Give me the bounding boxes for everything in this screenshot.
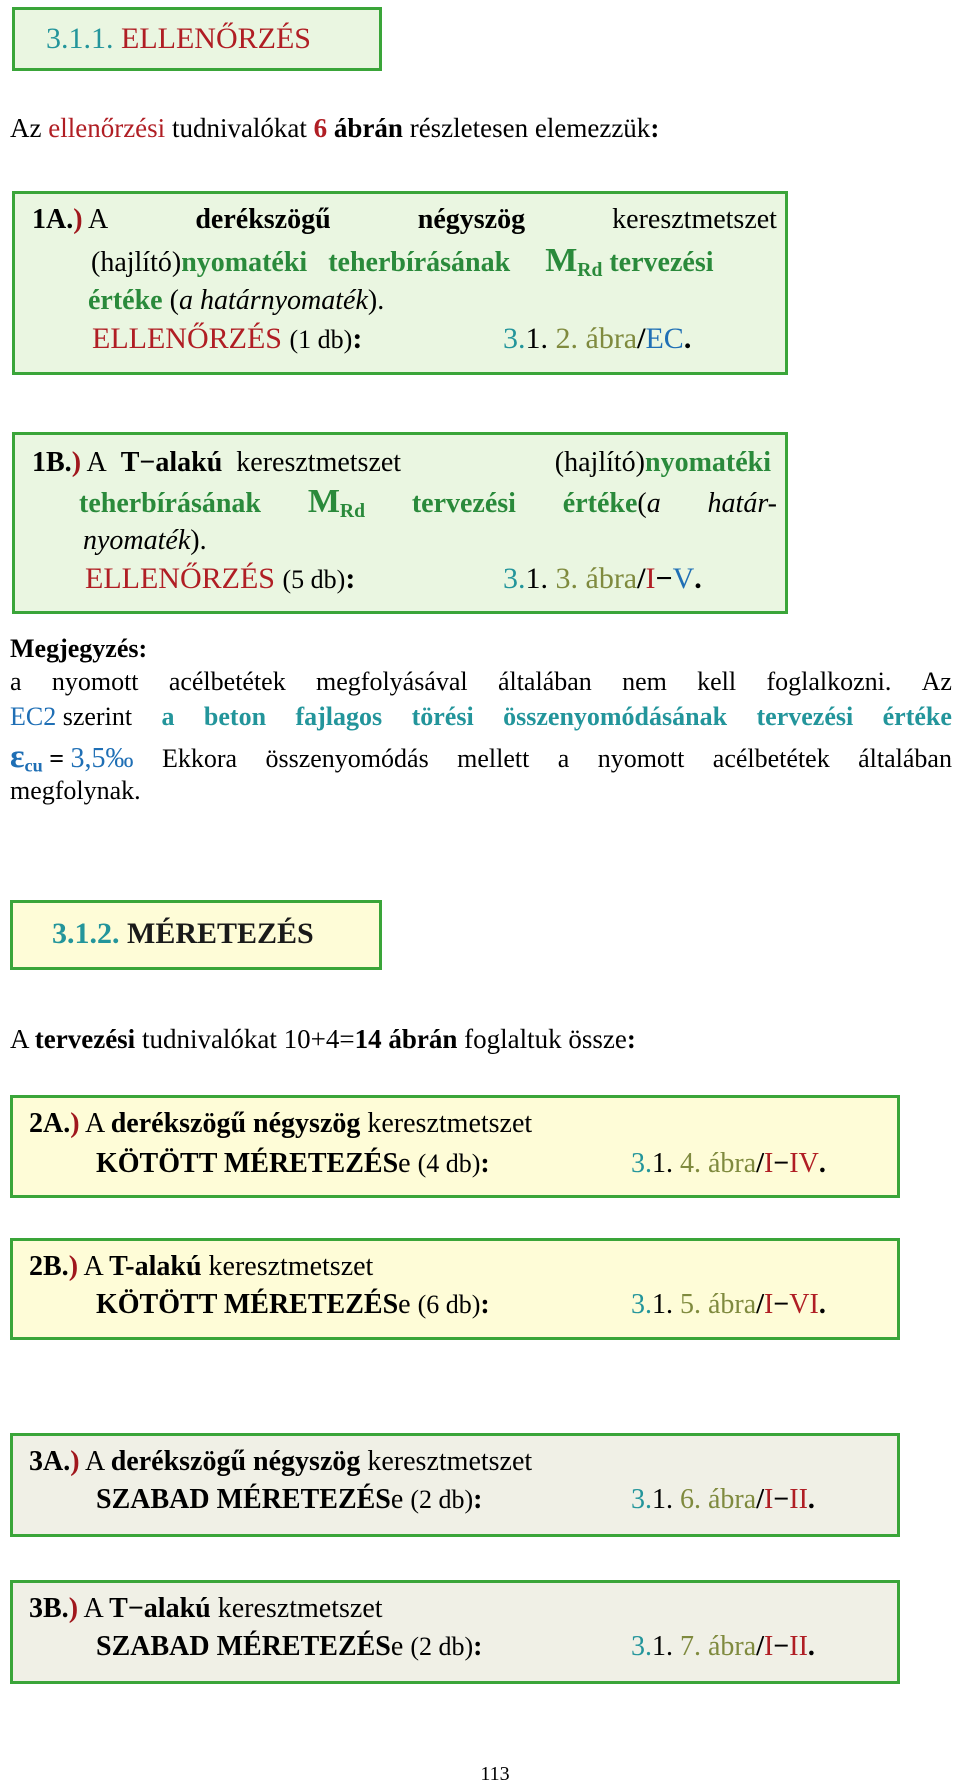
box-1a-line-1: 1A.) A derékszögű négyszög keresztmetszet bbox=[32, 204, 777, 235]
note-line-3: $\varepsilon_{cu}$ = 3,5‰ Ekkora összenyomódás mellett a nyomott acélbetétek általában bbox=[10, 738, 952, 776]
check-box-1b bbox=[12, 432, 788, 614]
box-1a-check-line: ELLENŐRZÉS (1 db): bbox=[92, 322, 363, 355]
box-2a-line-1: 2A.) A derékszögű négyszög keresztmetszet bbox=[29, 1108, 533, 1139]
section-title: ELLENŐRZÉS bbox=[121, 22, 311, 55]
intro-paragraph: Az ellenőrzési tudnivalókat 6 ábrán részletesen elemezzük: bbox=[10, 113, 660, 143]
sizing-box-3b bbox=[10, 1580, 900, 1684]
box-2b-figure-ref: 3.1. 5. ábra/I−VI. bbox=[631, 1289, 826, 1320]
check-box-1a bbox=[12, 191, 788, 375]
section-heading bbox=[46, 22, 311, 56]
sizing-heading-box bbox=[10, 900, 382, 970]
sizing-box-2b bbox=[10, 1238, 900, 1340]
box-1b-check-line: ELLENŐRZÉS (5 db): bbox=[85, 562, 356, 595]
note-title: Megjegyzés: bbox=[10, 634, 148, 663]
sizing-intro: A tervezési tudnivalókat 10+4=14 ábrán foglaltuk össze: bbox=[10, 1024, 636, 1054]
section-heading-box bbox=[12, 7, 382, 71]
sizing-number: 3.1.2. bbox=[52, 917, 120, 950]
section-number: 3.1.1. bbox=[46, 22, 114, 55]
note-line-2: EC2 szerint a beton fajlagos törési összenyomódásának tervezési értéke bbox=[10, 702, 952, 731]
sizing-heading bbox=[52, 917, 314, 951]
box-1a-line-3: értéke (a határnyomaték). bbox=[88, 285, 385, 316]
box-1b-line-3: nyomaték). bbox=[83, 525, 207, 556]
box-1b-line-2: teherbírásának $M_{Rd}$ tervezési értéke(a határ- bbox=[79, 483, 777, 522]
box-2a-figure-ref: 3.1. 4. ábra/I−IV. bbox=[631, 1148, 826, 1179]
box-1b-figure-ref: 3.1. 3. ábra/I−V. bbox=[503, 562, 702, 595]
box-1b-line-1-right: (hajlító)nyomatéki bbox=[554, 447, 771, 478]
page-number: 113 bbox=[480, 1763, 510, 1785]
note-line-4: megfolynak. bbox=[10, 776, 141, 805]
box-2a-line-2: KÖTÖTT MÉRETEZÉSe (4 db): bbox=[96, 1148, 490, 1179]
box-3a-line-1: 3A.) A derékszögű négyszög keresztmetszet bbox=[29, 1446, 533, 1477]
box-3b-figure-ref: 3.1. 7. ábra/I−II. bbox=[631, 1631, 815, 1662]
sizing-title: MÉRETEZÉS bbox=[119, 917, 314, 950]
box-1a-line-2: (hajlító)nyomatéki teherbírásának $M_{Rd}$ tervezési bbox=[91, 242, 714, 281]
box-2b-line-2: KÖTÖTT MÉRETEZÉSe (6 db): bbox=[96, 1289, 490, 1320]
box-3b-line-2: SZABAD MÉRETEZÉSe (2 db): bbox=[96, 1631, 483, 1662]
box-1b-line-1-left: 1B.) A T−alakú keresztmetszet bbox=[32, 447, 402, 478]
sizing-box-3a bbox=[10, 1433, 900, 1537]
box-1a-figure-ref: 3.1. 2. ábra/EC. bbox=[503, 322, 692, 355]
note-line-1: a nyomott acélbetétek megfolyásával általában nem kell foglalkozni. Az bbox=[10, 667, 952, 696]
box-3a-line-2: SZABAD MÉRETEZÉSe (2 db): bbox=[96, 1484, 483, 1515]
box-3a-figure-ref: 3.1. 6. ábra/I−II. bbox=[631, 1484, 815, 1515]
sizing-box-2a bbox=[10, 1095, 900, 1198]
box-3b-line-1: 3B.) A T−alakú keresztmetszet bbox=[29, 1593, 383, 1624]
box-2b-line-1: 2B.) A T-alakú keresztmetszet bbox=[29, 1251, 374, 1282]
